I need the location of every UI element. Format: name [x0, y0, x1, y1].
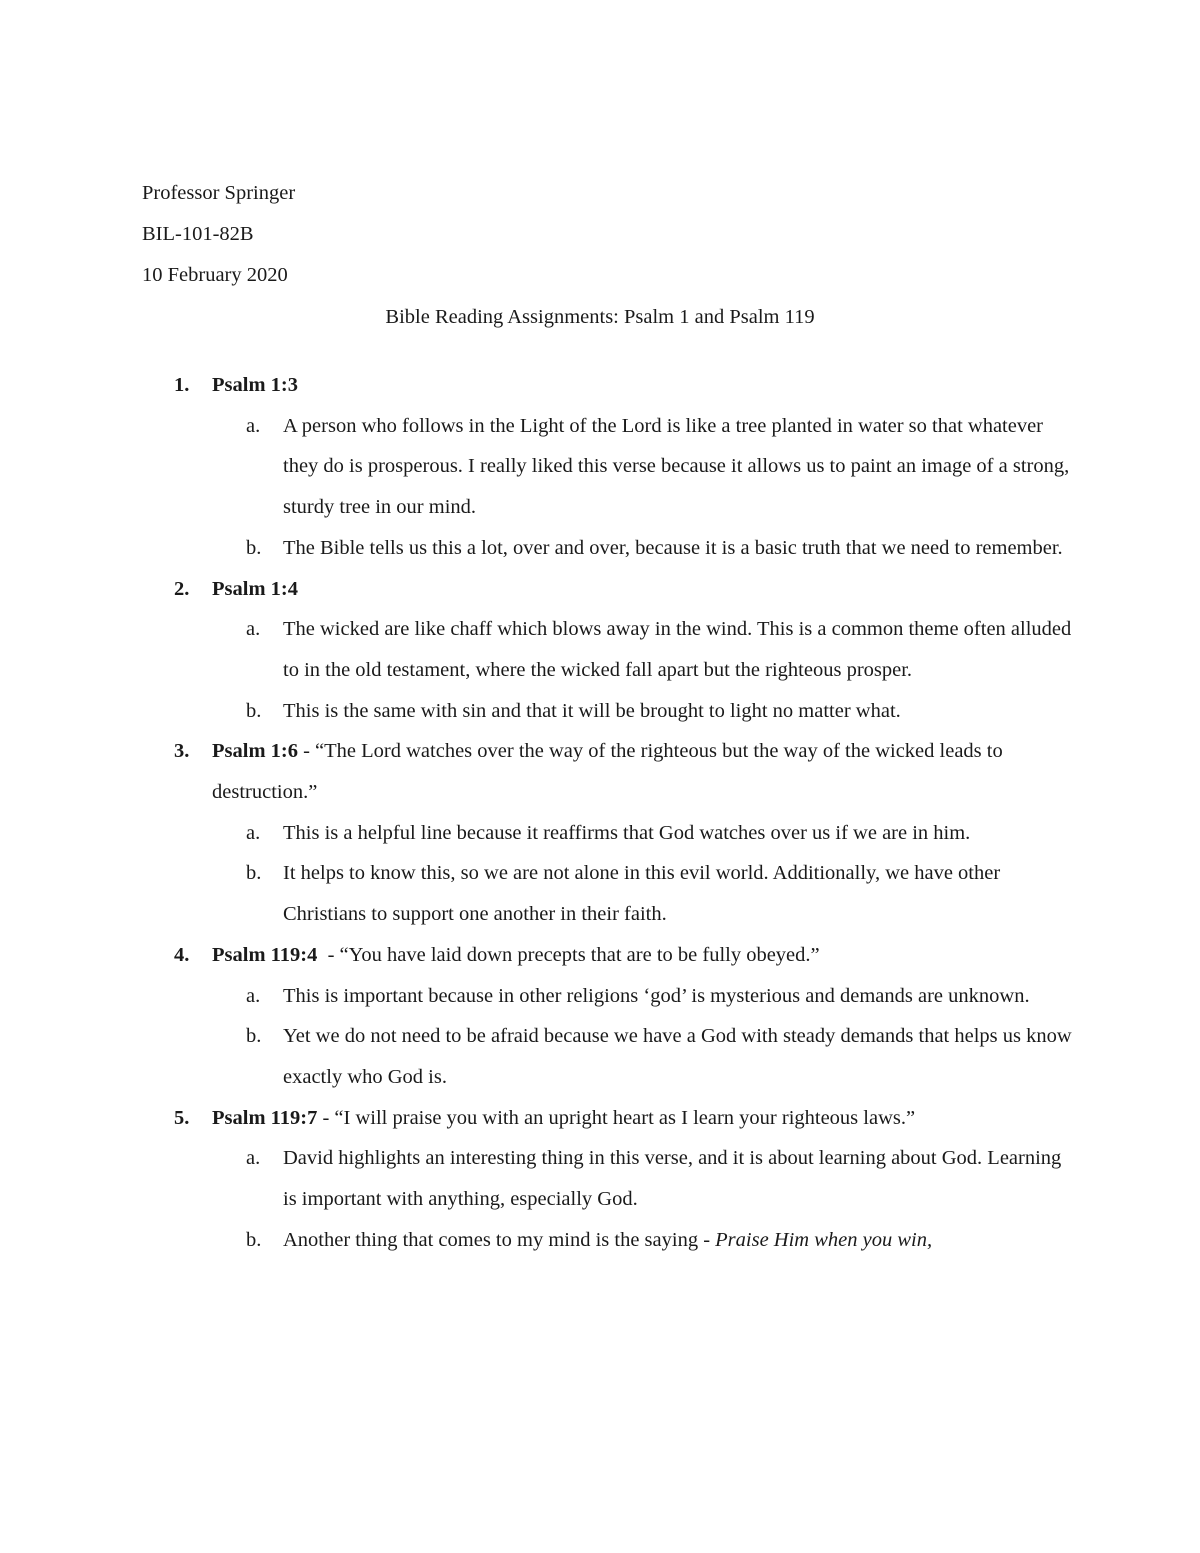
sub-item-text — [283, 691, 1073, 732]
psalm-reference: Psalm 1:6 — [212, 740, 298, 763]
item-heading — [212, 1098, 1072, 1139]
list-item — [0, 731, 1200, 935]
sub-item-letter: b. — [246, 536, 262, 559]
sub-item — [0, 609, 1200, 690]
sub-item-body: Yet we do not need to be afraid because we have a God with steady demands that helps us know exactly who God is. — [283, 1025, 1077, 1088]
sub-item-text — [283, 853, 1073, 934]
psalm-quote: - “I will praise you with an upright heart as I learn your righteous laws.” — [317, 1106, 916, 1129]
sub-item-body: This is important because in other religions ‘god’ is mysterious and demands are unknown. — [283, 984, 1030, 1007]
sub-item-text — [283, 1016, 1077, 1097]
list-item — [0, 365, 1200, 569]
sub-item-letter: b. — [246, 862, 262, 885]
sub-item-body: This is the same with sin and that it will be brought to light no matter what. — [283, 699, 901, 722]
sub-item-text — [283, 813, 1073, 854]
sub-item-body: A person who follows in the Light of the Lord is like a tree planted in water so that whatever they do is prosperous. I really liked this verse because it allows us to paint an image of a strong, sturdy tree in our mind. — [283, 414, 1075, 519]
sub-item — [0, 853, 1200, 934]
sub-item — [0, 528, 1200, 569]
sub-item-body: Another thing that comes to my mind is the saying - — [283, 1228, 716, 1251]
sub-item-body: The wicked are like chaff which blows away in the wind. This is a common theme often alluded to in the old testament, where the wicked fall apart but the righteous prosper. — [283, 618, 1077, 681]
sub-item-body: The Bible tells us this a lot, over and over, because it is a basic truth that we need to remember. — [283, 536, 1063, 559]
item-number: 2. — [174, 577, 190, 600]
sub-item-letter: a. — [246, 984, 261, 1007]
sub-item-letter: a. — [246, 618, 261, 641]
sub-item-letter: a. — [246, 414, 261, 437]
psalm-reference: Psalm 119:4 — [212, 943, 318, 966]
list-item — [0, 1098, 1200, 1261]
sub-item-text — [283, 976, 1073, 1017]
sub-item — [0, 1138, 1200, 1219]
sub-item — [0, 1220, 1200, 1261]
sub-item-text — [283, 406, 1073, 528]
course-code: BIL-101-82B — [142, 223, 254, 245]
sub-item-text — [283, 528, 1073, 569]
list-item — [0, 935, 1200, 1098]
sub-item — [0, 813, 1200, 854]
professor-name: Professor Springer — [142, 182, 296, 204]
sub-item — [0, 1016, 1200, 1097]
sub-item-letter: a. — [246, 821, 261, 844]
sub-item-letter: b. — [246, 1025, 262, 1048]
list-item — [0, 569, 1200, 732]
item-heading — [212, 731, 1072, 812]
item-number: 4. — [174, 943, 190, 966]
psalm-quote: - “The Lord watches over the way of the righteous but the way of the wicked leads to destruction.” — [212, 740, 1008, 804]
sub-item-letter: b. — [246, 699, 262, 722]
psalm-reference: Psalm 1:4 — [212, 577, 298, 600]
sub-item-body: This is a helpful line because it reaffirms that God watches over us if we are in him. — [283, 821, 971, 844]
psalm-quote: - “You have laid down precepts that are to be fully obeyed.” — [317, 943, 820, 966]
sub-item-letter: a. — [246, 1147, 261, 1170]
sub-item-text — [283, 1220, 1073, 1261]
sub-item-body: David highlights an interesting thing in this verse, and it is about learning about God. Learning is important with anything, especially God. — [283, 1147, 1067, 1211]
item-heading — [212, 935, 1072, 976]
sub-item-body: It helps to know this, so we are not alone in this evil world. Additionally, we have other Christians to support one another in their faith. — [283, 862, 1006, 926]
item-heading — [212, 365, 1072, 406]
psalm-reference: Psalm 1:3 — [212, 374, 298, 396]
document-date: 10 February 2020 — [142, 264, 288, 286]
item-number: 5. — [174, 1106, 190, 1129]
sub-item-letter: b. — [246, 1228, 262, 1251]
psalm-reference: Psalm 119:7 — [212, 1106, 318, 1129]
italic-saying: Praise Him when you win, — [715, 1228, 933, 1251]
sub-item — [0, 976, 1200, 1017]
item-heading — [212, 569, 1072, 610]
psalm-list — [0, 365, 1200, 1260]
sub-item — [0, 406, 1200, 528]
document-title: Bible Reading Assignments: Psalm 1 and Psalm 119 — [385, 306, 815, 328]
sub-item-text — [283, 1138, 1073, 1219]
sub-item-text — [283, 609, 1077, 690]
item-number: 1. — [174, 374, 190, 396]
item-number: 3. — [174, 740, 190, 763]
sub-item — [0, 691, 1200, 732]
